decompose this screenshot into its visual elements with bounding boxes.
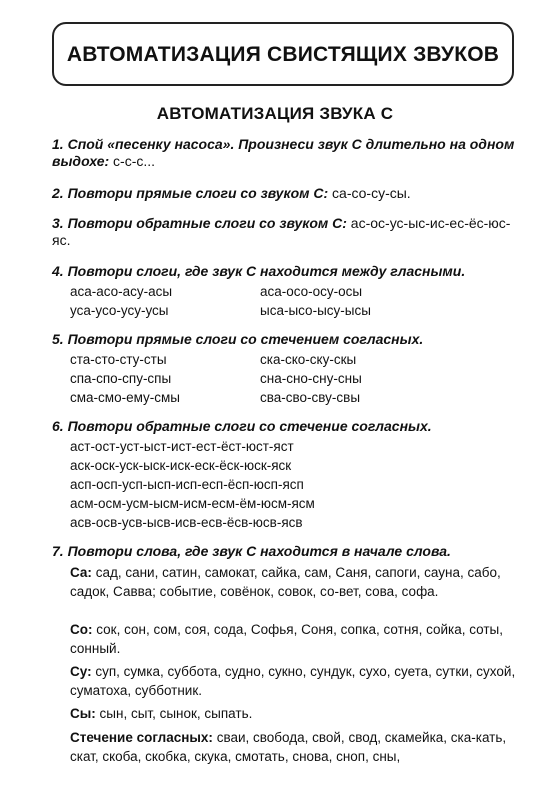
word-group-clusters	[70, 728, 520, 766]
word-group-label: Стечение согласных:	[70, 730, 213, 745]
word-group-label: Со:	[70, 622, 93, 637]
syllable-cell: ста-сто-сту-сты	[70, 352, 167, 367]
word-group-words: суп, сумка, суббота, судно, сукно, сундук, сухо, суета, сутки, сухой, суматоха, субботник.	[70, 664, 516, 698]
syllable-cell: сма-смо-ему-смы	[70, 390, 180, 405]
word-group-sy	[70, 704, 520, 723]
exercise-instruction: Повтори слоги, где звук С находится между гласными.	[67, 263, 466, 279]
syllable-line: асв-осв-усв-ысв-исв-есв-ёсв-юсв-ясв	[70, 515, 303, 530]
exercise-number: 4.	[52, 263, 64, 279]
exercise-4	[52, 263, 522, 280]
syllable-cell: спа-спо-спу-спы	[70, 371, 172, 386]
section-title: АВТОМАТИЗАЦИЯ ЗВУКА С	[156, 104, 394, 123]
syllable-cell: аса-осо-осу-осы	[260, 284, 363, 299]
word-group-words: сок, сон, сом, соя, сода, Софья, Соня, сопка, сотня, сойка, соты, сонный.	[70, 622, 504, 656]
syllable-cell: ска-ско-ску-скы	[260, 352, 357, 367]
exercise-number: 5.	[52, 331, 64, 347]
exercise-number: 1.	[52, 136, 64, 152]
word-group-words: сваи, свобода, свой, свод, скамейка, ска-кать, скат, скоба, скобка, скука, смотать, снова, сноп, сны,	[70, 730, 507, 764]
word-group-so	[70, 620, 520, 658]
syllable-line: аск-оск-уск-ыск-иск-еск-ёск-юск-яск	[70, 458, 292, 473]
syllable-cell: сна-сно-сну-сны	[260, 371, 362, 386]
syllable-cell: ыса-ысо-ысу-ысы	[260, 303, 371, 318]
syllable-line: асм-осм-усм-ысм-исм-есм-ём-юсм-ясм	[70, 496, 315, 511]
exercise-3	[52, 215, 522, 249]
word-group-label: Сы:	[70, 706, 96, 721]
exercise-inline-sample: с-с-с...	[113, 153, 156, 169]
exercise-instruction: Повтори прямые слоги со звуком С:	[67, 185, 329, 201]
exercise-instruction: Повтори обратные слоги со звуком С:	[67, 215, 347, 231]
exercise-number: 7.	[52, 543, 64, 559]
exercise-2	[52, 185, 522, 202]
syllable-line: аст-ост-уст-ыст-ист-ест-ёст-юст-яст	[70, 439, 294, 454]
exercise-instruction: Повтори прямые слоги со стечением согласных.	[67, 331, 424, 347]
exercise-instruction: Спой «песенку насоса». Произнеси звук С длительно на одном выдохе:	[52, 136, 515, 169]
syllable-cell: сва-сво-сву-свы	[260, 390, 361, 405]
exercise-inline-sample: са-со-су-сы.	[332, 185, 411, 201]
syllable-cell: аса-асо-асу-асы	[70, 284, 173, 299]
exercise-6	[52, 418, 522, 435]
word-group-words: сын, сыт, сынок, сыпать.	[99, 706, 253, 721]
exercise-instruction: Повтори обратные слоги со стечение согласных.	[67, 418, 432, 434]
exercise-number: 3.	[52, 215, 64, 231]
word-group-words: сад, сани, сатин, самокат, сайка, сам, Саня, сапоги, сауна, сабо, садок, Савва; событие, совёнок, совок, со-вет, сова, софа.	[70, 565, 501, 599]
exercise-5	[52, 331, 522, 348]
word-group-sa	[70, 563, 520, 601]
exercise-number: 6.	[52, 418, 64, 434]
word-group-su	[70, 662, 520, 700]
exercise-1	[52, 136, 522, 170]
page-title: АВТОМАТИЗАЦИЯ СВИСТЯЩИХ ЗВУКОВ	[66, 42, 500, 66]
word-group-label: Су:	[70, 664, 92, 679]
exercise-inline-sample: ас-ос-ус-ыс-ис-ес-ёс-юс-яс.	[52, 215, 511, 248]
syllable-cell: уса-усо-усу-усы	[70, 303, 169, 318]
exercise-number: 2.	[52, 185, 64, 201]
word-group-label: Са:	[70, 565, 92, 580]
header-box	[52, 22, 514, 86]
syllable-line: асп-осп-усп-ысп-исп-есп-ёсп-юсп-ясп	[70, 477, 304, 492]
exercise-instruction: Повтори слова, где звук С находится в начале слова.	[67, 543, 451, 559]
exercise-7	[52, 543, 522, 560]
